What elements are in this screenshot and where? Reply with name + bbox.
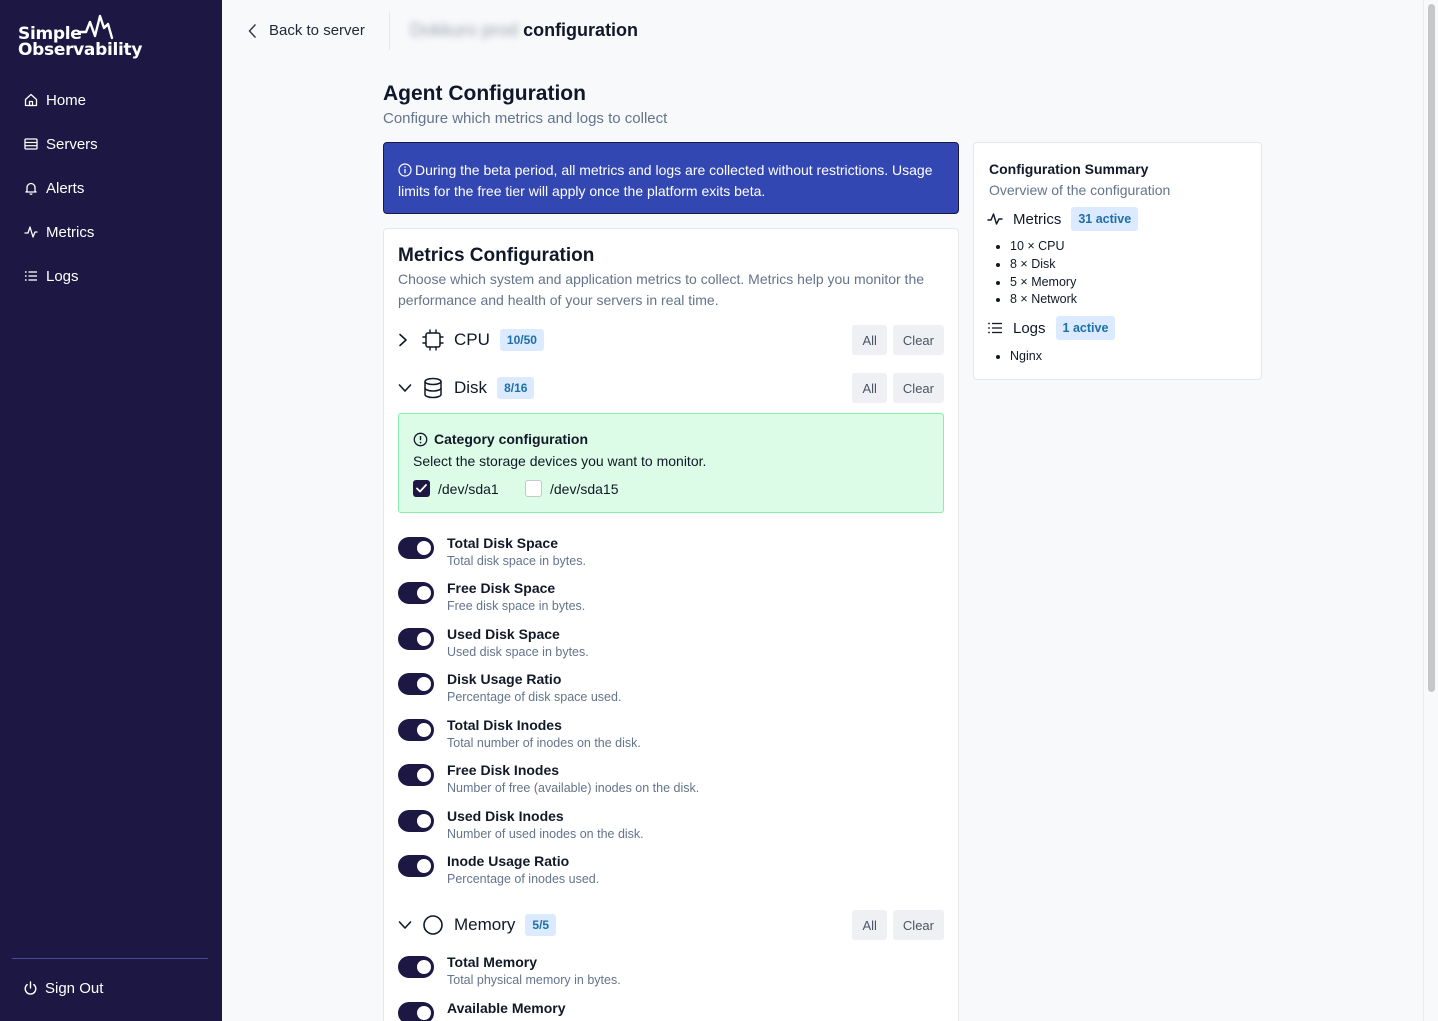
page-subtitle: Configure which metrics and logs to collect xyxy=(383,110,668,127)
category-count-badge: 8/16 xyxy=(497,377,534,399)
sidebar-divider xyxy=(12,958,208,959)
summary-metrics-label: Metrics xyxy=(1013,210,1062,228)
beta-info-banner xyxy=(383,142,959,214)
list-item: • 8 × Disk xyxy=(1010,256,1077,274)
metric-toggle[interactable] xyxy=(398,719,434,741)
circle-icon xyxy=(422,914,444,936)
metrics-config-title: Metrics Configuration xyxy=(398,245,595,266)
metric-description: Percentage of inodes used. xyxy=(447,872,600,886)
power-icon xyxy=(23,981,38,996)
metric-name: Free Disk Space xyxy=(447,580,556,596)
cpu-icon xyxy=(422,329,444,351)
category-count-badge: 5/5 xyxy=(525,914,556,936)
configuration-summary-card xyxy=(973,142,1262,380)
metric-name: Total Disk Space xyxy=(447,535,559,551)
summary-logs-row xyxy=(987,316,1115,340)
select-all-button[interactable]: All xyxy=(852,373,886,403)
chevron-right-icon[interactable] xyxy=(398,333,412,347)
metric-name: Available Memory xyxy=(447,1000,566,1016)
clear-button[interactable]: Clear xyxy=(893,910,944,940)
info-icon xyxy=(398,163,412,177)
pulse-logo-icon xyxy=(80,14,114,40)
sidebar-item-label: Logs xyxy=(46,267,79,285)
list-item: • 5 × Memory xyxy=(1010,274,1077,292)
summary-title: Configuration Summary xyxy=(989,161,1149,177)
sidebar-item-label: Servers xyxy=(46,135,98,153)
list-item: • 8 × Network xyxy=(1010,291,1077,309)
summary-logs-label: Logs xyxy=(1013,319,1046,337)
category-count-badge: 10/50 xyxy=(500,329,544,351)
metric-name: Used Disk Space xyxy=(447,626,560,642)
metric-name: Total Disk Inodes xyxy=(447,717,562,733)
home-icon xyxy=(23,92,39,108)
summary-subtitle: Overview of the configuration xyxy=(989,182,1171,198)
logs-active-badge: 1 active xyxy=(1056,316,1116,340)
metrics-configuration-card xyxy=(383,228,959,1021)
toggle-knob xyxy=(417,859,431,873)
app-logo[interactable] xyxy=(18,14,150,62)
device-label: /dev/sda1 xyxy=(438,480,499,497)
metric-row xyxy=(398,1000,938,1021)
activity-icon xyxy=(987,212,1003,226)
metrics-config-description: Choose which system and application metrics to collect. Metrics help you monitor the performance and health of your servers in real time. xyxy=(398,271,925,308)
toggle-knob xyxy=(417,632,431,646)
sidebar-item-metrics[interactable] xyxy=(12,216,210,248)
metric-name: Total Memory xyxy=(447,954,537,970)
sign-out-button[interactable] xyxy=(23,980,103,997)
device-checkbox-sda1[interactable] xyxy=(413,480,499,497)
clear-button[interactable]: Clear xyxy=(893,325,944,355)
category-name: CPU xyxy=(454,330,490,349)
select-all-button[interactable]: All xyxy=(852,910,886,940)
sidebar-item-alerts[interactable] xyxy=(12,172,210,204)
page-heading-suffix: configuration xyxy=(523,20,639,40)
header-separator xyxy=(389,12,390,50)
metric-toggle[interactable] xyxy=(398,582,434,604)
metric-name: Disk Usage Ratio xyxy=(447,671,562,687)
server-icon xyxy=(23,136,39,152)
sidebar-item-label: Metrics xyxy=(46,223,95,241)
toggle-knob xyxy=(417,677,431,691)
metric-toggle[interactable] xyxy=(398,764,434,786)
metric-description: Number of free (available) inodes on the disk. xyxy=(447,781,700,795)
toggle-knob xyxy=(417,1006,431,1020)
checkbox-unchecked[interactable] xyxy=(525,480,542,497)
server-name-blurred: Dokkuro prod xyxy=(410,20,519,40)
metric-toggle[interactable] xyxy=(398,537,434,559)
device-checkbox-sda15[interactable] xyxy=(525,480,619,497)
sidebar xyxy=(0,0,222,1021)
scrollbar-thumb[interactable] xyxy=(1428,4,1435,692)
metric-row xyxy=(398,626,938,666)
metric-row xyxy=(398,762,938,802)
sign-out-label: Sign Out xyxy=(45,980,104,997)
metric-row xyxy=(398,535,938,575)
category-disk[interactable] xyxy=(398,373,944,403)
toggle-knob xyxy=(417,960,431,974)
device-label: /dev/sda15 xyxy=(550,480,619,497)
checkbox-checked[interactable] xyxy=(413,480,430,497)
category-config-title: Category configuration xyxy=(434,431,589,447)
list-item: • Nginx xyxy=(1010,348,1042,366)
sidebar-item-label: Home xyxy=(46,91,87,109)
sidebar-item-servers[interactable] xyxy=(12,128,210,160)
metric-description: Number of used inodes on the disk. xyxy=(447,827,644,841)
metric-row xyxy=(398,717,938,757)
list-icon xyxy=(23,268,39,284)
sidebar-item-logs[interactable] xyxy=(12,260,210,292)
toggle-knob xyxy=(417,723,431,737)
back-label: Back to server xyxy=(269,22,365,39)
disk-category-configuration xyxy=(398,413,944,513)
sidebar-item-home[interactable] xyxy=(12,84,210,116)
metric-toggle[interactable] xyxy=(398,956,434,978)
list-icon xyxy=(987,321,1003,335)
metric-name: Used Disk Inodes xyxy=(447,808,564,824)
sidebar-item-label: Alerts xyxy=(46,179,85,197)
chevron-down-icon[interactable] xyxy=(398,383,412,393)
summary-metrics-list xyxy=(1010,238,1077,309)
activity-icon xyxy=(23,224,39,240)
list-item: • 10 × CPU xyxy=(1010,238,1077,256)
page-heading xyxy=(410,20,638,41)
metric-description: Total disk space in bytes. xyxy=(447,554,586,568)
metric-description: Total physical memory in bytes. xyxy=(447,973,621,987)
metric-description: Free disk space in bytes. xyxy=(447,599,586,613)
category-memory[interactable] xyxy=(398,910,944,940)
metric-row xyxy=(398,671,938,711)
metric-name: Inode Usage Ratio xyxy=(447,853,570,869)
metric-row xyxy=(398,954,938,994)
back-to-server-link[interactable] xyxy=(248,22,365,39)
category-name: Memory xyxy=(454,915,516,934)
metric-toggle[interactable] xyxy=(398,1002,434,1021)
database-icon xyxy=(422,377,444,399)
metric-toggle[interactable] xyxy=(398,810,434,832)
summary-metrics-row xyxy=(987,207,1138,231)
page-title: Agent Configuration xyxy=(383,82,586,105)
metric-description: Used disk space in bytes. xyxy=(447,645,589,659)
metric-row xyxy=(398,853,938,893)
sidebar-nav xyxy=(12,84,210,304)
metric-description: Percentage of disk space used. xyxy=(447,690,622,704)
metric-toggle[interactable] xyxy=(398,673,434,695)
metric-row xyxy=(398,808,938,848)
toggle-knob xyxy=(417,814,431,828)
logo-text-line1: Simple xyxy=(18,24,82,44)
metric-name: Free Disk Inodes xyxy=(447,762,560,778)
chevron-left-icon xyxy=(248,24,257,38)
metric-toggle[interactable] xyxy=(398,628,434,650)
select-all-button[interactable]: All xyxy=(852,325,886,355)
metrics-active-badge: 31 active xyxy=(1071,207,1138,231)
toggle-knob xyxy=(417,768,431,782)
bell-icon xyxy=(23,180,39,196)
chevron-down-icon[interactable] xyxy=(398,920,412,930)
alert-circle-icon xyxy=(413,432,428,447)
metric-description: Total number of inodes on the disk. xyxy=(447,736,641,750)
toggle-knob xyxy=(417,541,431,555)
category-cpu[interactable] xyxy=(398,325,944,355)
category-config-heading xyxy=(413,431,588,447)
category-name: Disk xyxy=(454,378,488,397)
toggle-knob xyxy=(417,586,431,600)
logo-text-line2: Observability xyxy=(18,40,143,60)
beta-banner-text: During the beta period, all metrics and logs are collected without restrictions. Usage limits for the free tier will apply once the platform exits beta. xyxy=(398,162,933,199)
summary-logs-list xyxy=(1010,348,1042,366)
clear-button[interactable]: Clear xyxy=(893,373,944,403)
category-config-description: Select the storage devices you want to monitor. xyxy=(413,453,707,469)
page-scrollbar[interactable] xyxy=(1423,0,1438,1021)
metric-row xyxy=(398,580,938,620)
metric-toggle[interactable] xyxy=(398,855,434,877)
